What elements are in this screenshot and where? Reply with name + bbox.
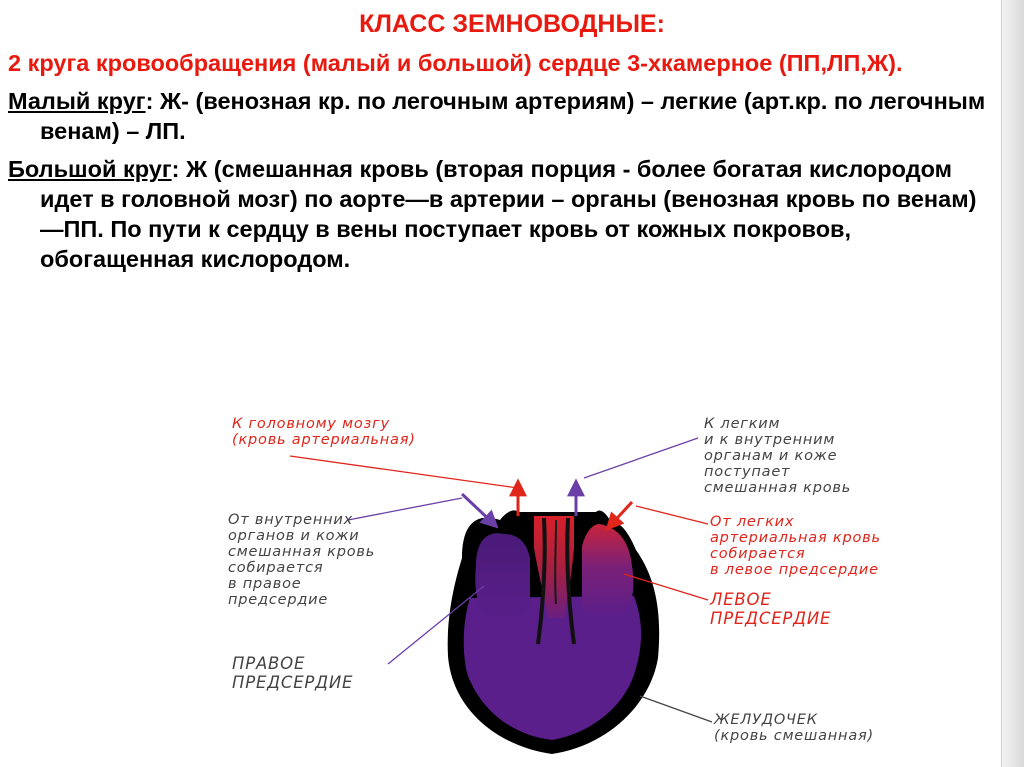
label-from-organs: От внутренних органов и кожи смешанная кровь собирается в правое предсердие [228,512,376,608]
slide-edge [1001,0,1024,767]
arrow-in-left-atrium [608,502,632,528]
pointer-to-lungs [584,438,698,478]
label-right-atrium: ПРАВОЕ ПРЕДСЕРДИЕ [232,654,354,692]
text-block [8,48,998,282]
label-from-lungs: От легких артериальная кровь собирается в левое предсердие [710,514,881,578]
slide-title: КЛАСС ЗЕМНОВОДНЫЕ: [359,10,665,38]
small-circle-label: Малый круг [8,88,146,114]
label-left-atrium: ЛЕВОЕ ПРЕДСЕРДИЕ [710,590,832,628]
pointer-ventricle [640,696,712,722]
label-ventricle: ЖЕЛУДОЧЕК (кровь смешанная) [714,712,875,744]
heart-diagram [200,408,980,760]
big-circle-text: : Ж (смешанная кровь (вторая порция - более богатая кислородом идет в головной мозг) по аорте—в артерии – органы (венозная кровь по венам)—ПП. По пути к сердцу в вены поступает кровь от кожных покровов, обогащенная кислородом. [40,156,977,272]
right-atrium-shape [475,533,530,620]
big-circle-label: Большой круг [8,156,172,182]
label-to-lungs: К легким и к внутренним органам и коже поступает смешанная кровь [704,416,852,496]
label-to-brain: К головному мозгу (кровь артериальная) [232,416,416,448]
septum-center [555,520,556,604]
paragraph-big-circle [8,154,998,274]
small-circle-text: : Ж- (венозная кр. по легочным артериям) – легкие (арт.кр. по легочным венам) – ЛП. [40,88,986,144]
paragraph-small-circle [8,86,998,146]
pointer-to-brain [290,456,518,488]
paragraph-circulation: 2 круга кровообращения (малый и большой) сердце 3-хкамерное (ПП,ЛП,Ж). [8,50,903,76]
pointer-from-lungs [636,506,708,524]
